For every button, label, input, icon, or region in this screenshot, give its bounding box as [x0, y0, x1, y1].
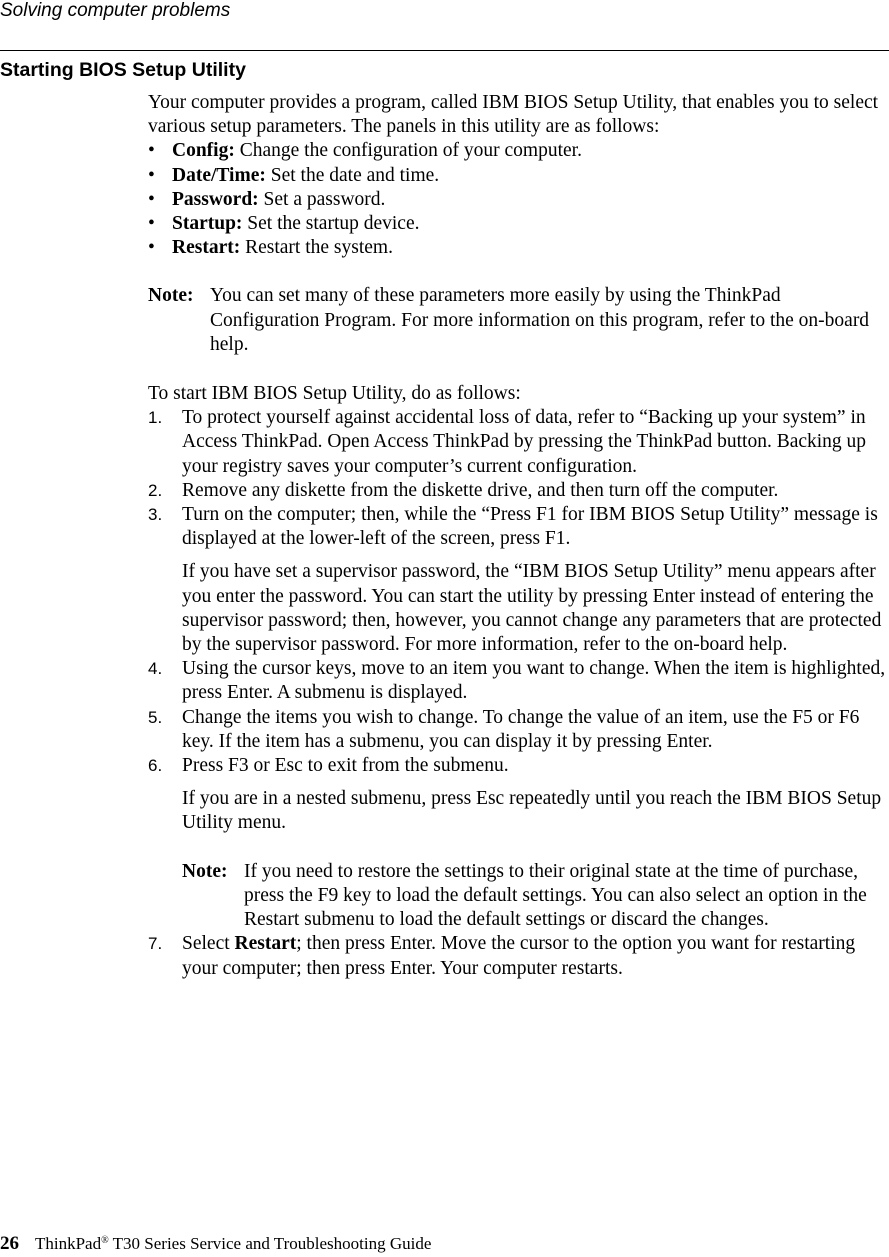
panel-list: [148, 139, 889, 260]
step-item: [148, 657, 889, 705]
step-item: [148, 754, 889, 932]
step-item: [148, 503, 889, 657]
running-header-title: Solving computer problems: [0, 0, 231, 21]
note-label: Note:: [148, 285, 194, 307]
intro-paragraph: Your computer provides a program, called IBM BIOS Setup Utility, that enables you to select various setup parameters. The panels in this utility are as follows:: [148, 92, 879, 138]
panel-name: Config:: [172, 140, 235, 162]
section-heading: Starting BIOS Setup Utility: [0, 59, 246, 81]
step-text: Using the cursor keys, move to an item you want to change. When the item is highlighted, press Enter. A submenu is displayed.: [182, 658, 886, 704]
note-label: Note:: [182, 860, 228, 882]
bullet-icon: •: [148, 237, 155, 259]
step-detail: If you are in a nested submenu, press Esc repeatedly until you reach the IBM BIOS Setup Utility menu.: [182, 788, 882, 834]
note-text: If you need to restore the settings to their original state at the time of purchase, press the F9 key to load the default settings. You can also select an option in the Restart submenu to load the default settings or discard the changes.: [244, 860, 867, 931]
bullet-icon: •: [148, 213, 155, 235]
panel-name: Startup:: [172, 213, 243, 235]
step-text-prefix: Select: [182, 933, 235, 955]
panel-description: Set the date and time.: [270, 164, 440, 186]
header-divider: [0, 50, 889, 51]
list-item: [148, 212, 889, 236]
panel-name: Date/Time:: [172, 164, 266, 186]
step-text: ; then press Enter. Move the cursor to the option you want for restarting your computer; then press Enter. Your computer restarts.: [182, 933, 856, 979]
step-number: 2.: [148, 480, 163, 500]
panel-name: Password:: [172, 188, 259, 210]
note-text: You can set many of these parameters more easily by using the ThinkPad Configuration Program. For more information on this program, refer to the on-board help.: [210, 285, 870, 355]
page-footer: [0, 1233, 431, 1255]
note-block: [148, 284, 889, 357]
bullet-icon: •: [148, 140, 155, 162]
step-number: 3.: [148, 505, 163, 525]
steps-list: [148, 406, 889, 980]
step-text: To protect yourself against accidental loss of data, refer to “Backing up your system” in Access ThinkPad. Open Access ThinkPad by pressing the ThinkPad button. Backing up your registry saves your computer’s current configuration.: [182, 407, 867, 477]
page-number: 26: [0, 1233, 19, 1254]
step-item: [148, 706, 889, 754]
list-item: [148, 164, 889, 188]
panel-description: Set the startup device.: [247, 213, 420, 235]
book-title: T30 Series Service and Troubleshooting Guide: [108, 1234, 432, 1253]
step-item: [148, 932, 889, 980]
book-brand: ThinkPad: [35, 1234, 102, 1253]
panel-description: Change the configuration of your computer.: [239, 140, 582, 162]
step-item: [148, 406, 889, 479]
list-item: [148, 188, 889, 212]
step-detail: If you have set a supervisor password, the “IBM BIOS Setup Utility” menu appears after you enter the password. You can start the utility by pressing Enter instead of entering the supervisor password; then, however, you cannot change any parameters that are protected by the supervisor password. For more information, refer to the on-board help.: [182, 561, 882, 656]
step-note-block: [182, 860, 889, 933]
step-text: Remove any diskette from the diskette drive, and then turn off the computer.: [182, 479, 779, 501]
step-number: 6.: [148, 756, 163, 776]
step-text: Press F3 or Esc to exit from the submenu.: [182, 755, 509, 777]
bullet-icon: •: [148, 188, 155, 210]
step-number: 1.: [148, 408, 163, 428]
panel-description: Set a password.: [263, 188, 386, 210]
step-number: 7.: [148, 934, 163, 954]
bullet-icon: •: [148, 164, 155, 186]
step-text: Change the items you wish to change. To change the value of an item, use the F5 or F6 key. If the item has a submenu, you can display it by pressing Enter.: [182, 706, 860, 752]
step-text: Turn on the computer; then, while the “Press F1 for IBM BIOS Setup Utility” message is displayed at the lower-left of the screen, press F1.: [182, 504, 878, 550]
list-item: [148, 236, 889, 260]
section-body: [148, 91, 889, 981]
registered-mark: ®: [101, 1235, 109, 1246]
step-number: 4.: [148, 659, 163, 679]
step-item: [148, 479, 889, 503]
list-item: [148, 139, 889, 163]
panel-name: Restart:: [172, 237, 241, 259]
steps-intro: To start IBM BIOS Setup Utility, do as follows:: [148, 383, 521, 405]
step-text-bold: Restart: [234, 933, 297, 955]
panel-description: Restart the system.: [245, 237, 393, 259]
step-number: 5.: [148, 707, 163, 727]
